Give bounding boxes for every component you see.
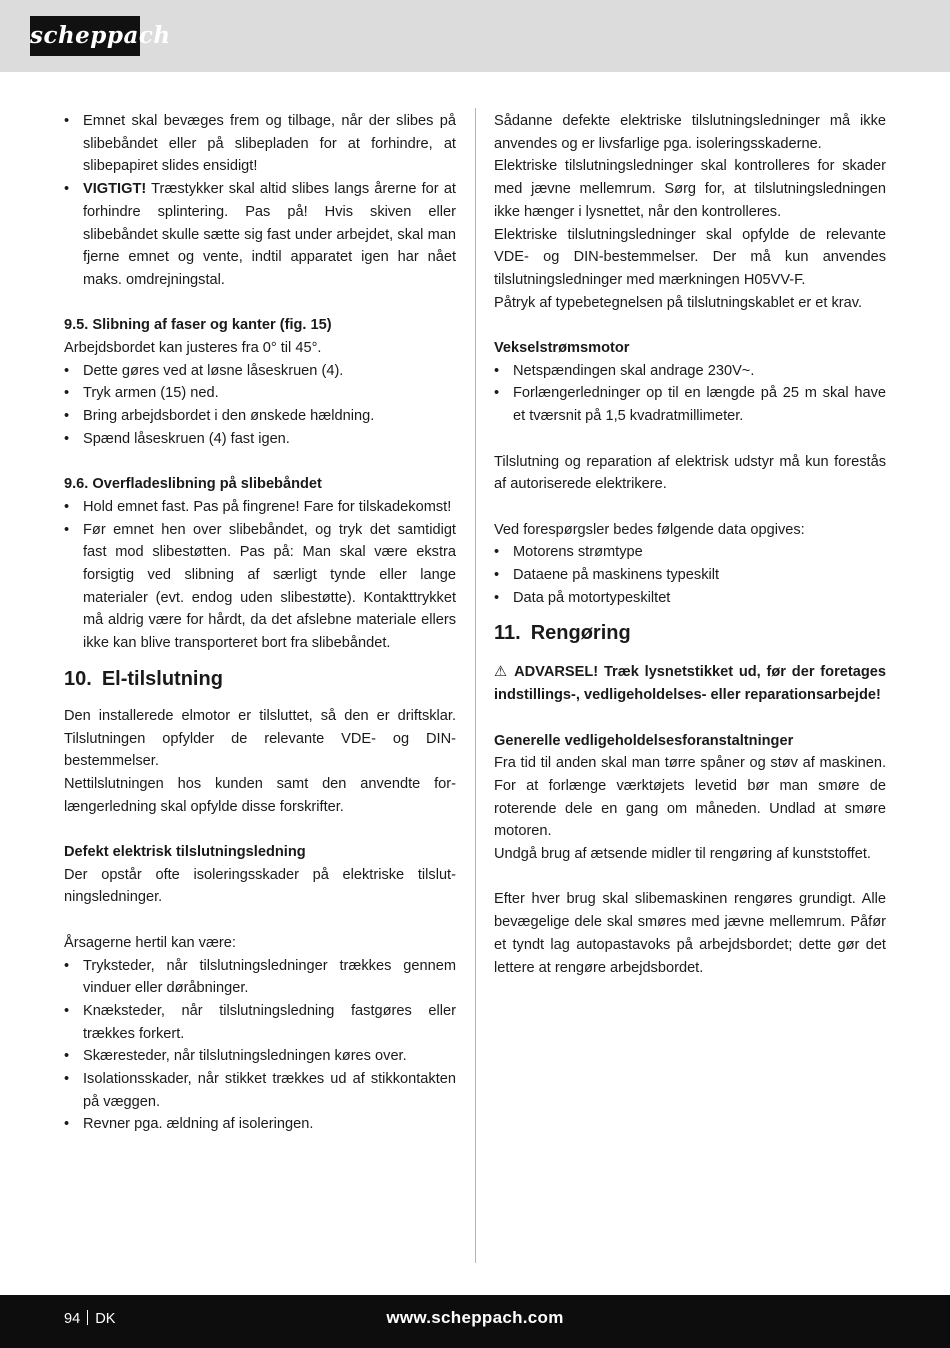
list-item: • Spænd låseskruen (4) fast igen. xyxy=(64,428,456,451)
intro-list xyxy=(64,110,456,292)
list-item: • Bring arbejdsbordet i den ønskede hældning. xyxy=(64,405,456,428)
list-item: • Motorens strømtype xyxy=(494,541,886,564)
list-item: • Dette gøres ved at løsne låseskruen (4). xyxy=(64,360,456,383)
section-11-title: Rengøring xyxy=(530,622,631,645)
warning-icon: ⚠ xyxy=(494,664,509,681)
warning-paragraph xyxy=(494,661,886,706)
language-code: DK xyxy=(95,1311,116,1327)
list-item: • Revner pga. ældning af isoleringen. xyxy=(64,1113,456,1136)
paragraph: Sådanne defekte elektriske tilslutningsledninger må ikke anvendes og er livsfarlige pga. isoleringsskaderne. xyxy=(494,113,886,152)
list-item xyxy=(64,178,456,292)
list-item: • Tryksteder, når tilslutningsledninger trækkes gennem vinduer eller døråbninger. xyxy=(64,955,456,1000)
list-item: • Emnet skal bevæges frem og tilbage, når der slibes på slibebåndet eller på slibepladen for at forhindre, at slibepapiret slides ensidigt! xyxy=(64,110,456,178)
section-9-5-title: 9.5. Slibning af faser og kanter (fig. 15) xyxy=(64,317,332,334)
right-column xyxy=(494,110,886,979)
section-11-heading xyxy=(494,619,886,647)
page-footer xyxy=(0,1295,950,1348)
left-column xyxy=(64,110,456,1136)
list-item: • Isolationsskader, når stikket trækkes ud af stikkontakten på væggen. xyxy=(64,1068,456,1113)
list-item: • Tryk armen (15) ned. xyxy=(64,382,456,405)
motor-title: Vekselstrømsmotor xyxy=(494,340,630,357)
vigtigt-label: VIGTIGT! xyxy=(83,181,147,198)
section-10-paragraph: Den installerede elmotor er tilsluttet, så den er driftsklar. Tilslutningen opfylder de relevante VDE- og DIN-bestemmelser. xyxy=(64,707,456,770)
section-10-title: El-tilslutning xyxy=(101,667,223,690)
page-header xyxy=(0,0,950,72)
section-10-number: 10. xyxy=(64,667,92,690)
paragraph: Ved forespørgsler bedes følgende data opgives: xyxy=(494,521,805,538)
warning-text: ADVARSEL! Træk lysnetstikket ud, før der foretages indstillings-, vedligeholdelses- eller reparationsarbejde! xyxy=(494,664,886,704)
data-list xyxy=(494,541,886,609)
motor-list xyxy=(494,360,886,428)
section-10-paragraph: Nettilslutningen hos kunden samt den anvendte forlængerledning skal opfylde disse forskrifter. xyxy=(64,775,456,815)
section-10-heading xyxy=(64,665,456,693)
section-9-6-list xyxy=(64,496,456,655)
section-9-5-text: Arbejdsbordet kan justeres fra 0° til 45°. xyxy=(64,340,322,357)
paragraph: Påtryk af typebetegnelsen på tilslutningskablet er et krav. xyxy=(494,294,863,311)
list-item: • Før emnet hen over slibebåndet, og tryk det samtidigt fast mod slibestøtten. Pas på: Man skal være ekstra forsigtig ved slibning af særligt tynde eller lange materialer (evt. endog uden slibestøtte). Kontakttrykket må aldrig være for hårdt, da det afslebne materiale ellers ikke kan blive transporteret bort fra slibebåndet. xyxy=(64,519,456,655)
list-item: • Dataene på maskinens typeskilt xyxy=(494,564,886,587)
list-item: • Hold emnet fast. Pas på fingrene! Fare for tilskadekomst! xyxy=(64,496,456,519)
list-item: • Skæresteder, når tilslutningsledningen køres over. xyxy=(64,1045,456,1068)
defekt-title: Defekt elektrisk tilslutningsledning xyxy=(64,844,306,861)
paragraph: Efter hver brug skal slibemaskinen rengøres grundigt. Alle bevægelige dele skal smøres med jævne mellemrum. Påfør et tyndt lag autopastavoks på arbejdsbordet; dette gør det lettere at rengøre arbejdsbordet. xyxy=(494,891,886,976)
list-item: • Data på motortypeskiltet xyxy=(494,587,886,610)
section-9-6-title: 9.6. Overfladeslibning på slibebåndet xyxy=(64,476,322,493)
section-9-5-list xyxy=(64,360,456,451)
website-url: www.scheppach.com xyxy=(386,1308,564,1327)
column-divider xyxy=(475,108,476,1263)
page-number: 94 xyxy=(64,1311,81,1327)
scheppach-logo: scheppach xyxy=(30,16,140,56)
paragraph: Elektriske tilslutningsledninger skal kontrolleres for skader med jævne mellemrum. Sørg for, at tilslutningsledningen ikke hænger i lysnettet, når den kontrolleres. xyxy=(494,158,886,220)
causes-list xyxy=(64,955,456,1137)
list-item: • Forlængerledninger op til en længde på 25 m skal have et tværsnit på 1,5 kvadratmillimeter. xyxy=(494,382,886,427)
paragraph: Fra tid til anden skal man tørre spåner og støv af maskinen. For at forlænge værktøjets levetid bør man smøre de roterende dele en gang om måneden. Undlad at smøre motoren. xyxy=(494,755,886,840)
list-item: • Netspændingen skal andrage 230V~. xyxy=(494,360,886,383)
section-11-number: 11. xyxy=(494,622,521,645)
defekt-text: Der opstår ofte isoleringsskader på elektriske tilslutningsledninger. xyxy=(64,866,456,906)
maintenance-title: Generelle vedligeholdelsesforanstaltninger xyxy=(494,732,794,749)
paragraph: Elektriske tilslutningsledninger skal opfylde de relevante VDE- og DIN-bestemmelser. Der må kun anvendes tilslutningsledninger med mærkningen H05VV-F. xyxy=(494,226,886,288)
paragraph: Tilslutning og reparation af elektrisk udstyr må kun forestås af autoriserede elektrikere. xyxy=(494,453,886,493)
causes-intro: Årsagerne hertil kan være: xyxy=(64,934,236,951)
vigtigt-text: Træstykker skal altid slibes langs årerne for at forhindre splintering. Pas på! Hvis skiven eller slibebåndet skulle sætte sig fast under arbejdet, skal man fjerne emnet og vente, indtil apparatet igen har nået maks. omdrejningstal. xyxy=(83,181,456,288)
paragraph: Undgå brug af ætsende midler til rengøring af kunststoffet. xyxy=(494,846,871,863)
list-item: • Knæksteder, når tilslutningsledning fastgøres eller trækkes forkert. xyxy=(64,1000,456,1045)
